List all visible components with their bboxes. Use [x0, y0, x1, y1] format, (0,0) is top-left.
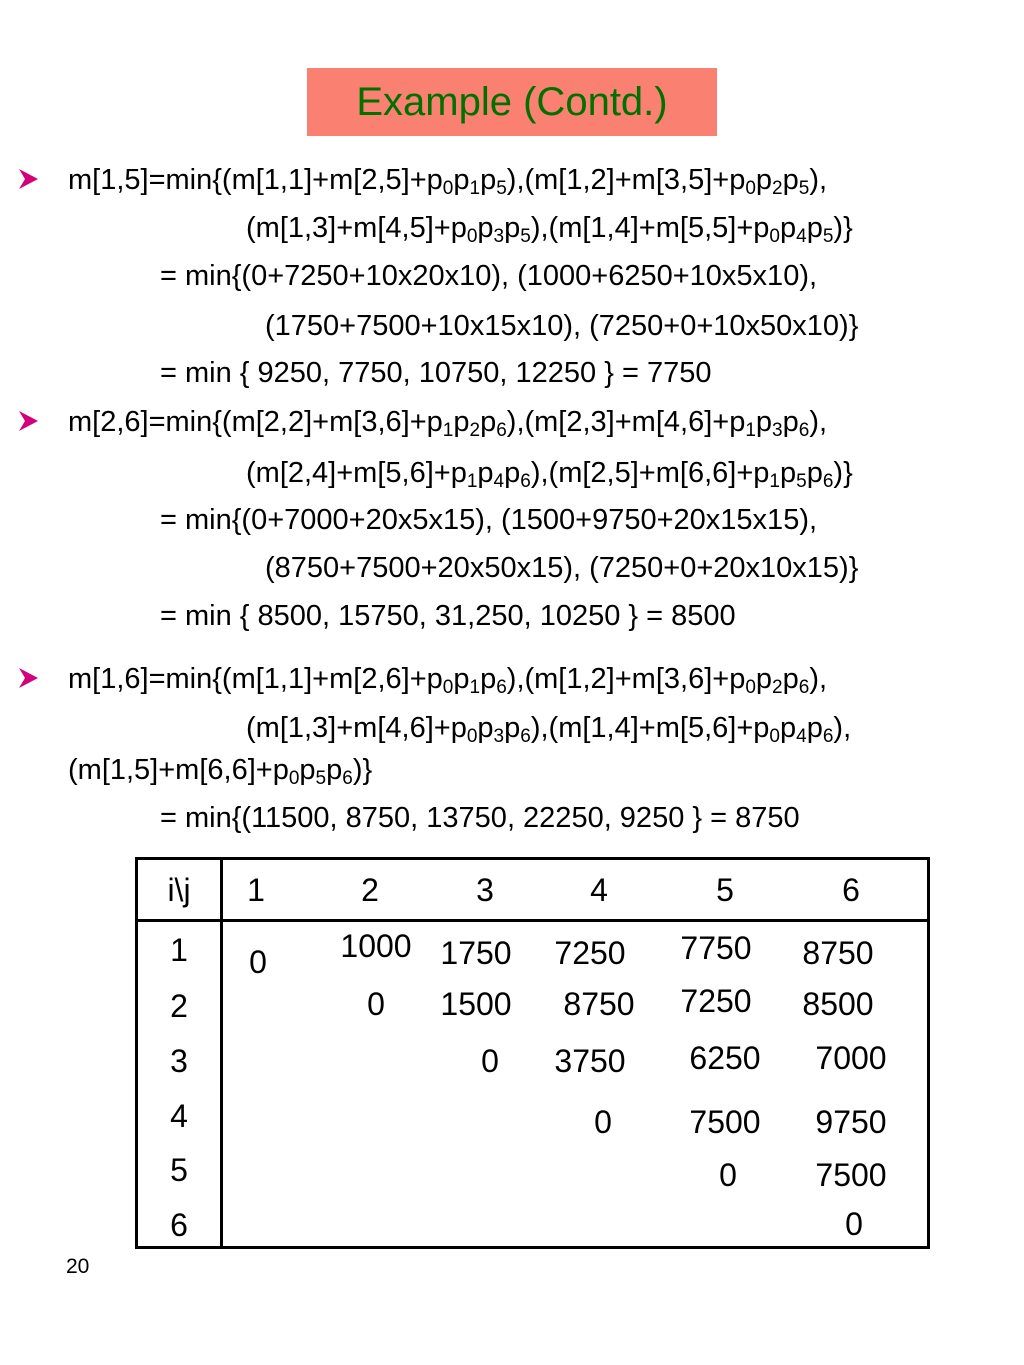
- formula-line: [160, 356, 711, 390]
- table-cell: 8750: [802, 935, 874, 971]
- subscript: 0: [442, 677, 454, 698]
- formula-text: ),: [809, 406, 828, 438]
- subscript: 1: [466, 471, 478, 492]
- subscript: 1: [745, 420, 756, 441]
- table-cell: 7750: [680, 930, 752, 966]
- subscript: 6: [822, 726, 834, 747]
- formula-line: [246, 711, 851, 745]
- formula-text: p: [480, 663, 497, 695]
- subscript: 2: [772, 677, 783, 698]
- formula-text: = min{(11500, 8750, 13750, 22250, 9250 } = 8750: [160, 802, 800, 834]
- formula-text: )}: [833, 457, 853, 489]
- formula-text: p: [779, 457, 797, 489]
- table-cell: 0: [845, 1206, 863, 1242]
- table-cell: 6250: [689, 1040, 761, 1076]
- formula-text: p: [782, 164, 799, 196]
- column-header: 2: [361, 872, 379, 908]
- subscript: 5: [520, 226, 531, 247]
- table-corner-header: i\j: [167, 872, 191, 908]
- table-cell: 0: [594, 1104, 612, 1140]
- subscript: 1: [769, 471, 780, 492]
- formula-text: p: [779, 712, 797, 744]
- arrowhead-bullet-icon: [16, 166, 46, 196]
- formula-line: [160, 259, 817, 293]
- column-header: 4: [590, 872, 608, 908]
- formula-line: [160, 599, 736, 633]
- subscript: 0: [442, 178, 454, 199]
- formula-text: p: [477, 712, 494, 744]
- subscript: 6: [798, 677, 810, 698]
- dp-cost-table: [135, 857, 930, 1249]
- formula-text: = min{(0+7250+10x20x10), (1000+6250+10x5x10),: [160, 260, 818, 292]
- title-box: [307, 68, 717, 136]
- subscript: 5: [496, 178, 507, 199]
- subscript: 6: [822, 471, 834, 492]
- subscript: 0: [769, 726, 780, 747]
- column-header: 6: [842, 872, 860, 908]
- formula-text: p: [806, 212, 823, 244]
- formula-text: p: [755, 663, 773, 695]
- subscript: 6: [798, 420, 810, 441]
- table-cell: 0: [249, 944, 267, 980]
- formula-text: p: [755, 406, 773, 438]
- table-row-header-divider: [220, 860, 223, 1246]
- subscript: 3: [772, 420, 783, 441]
- formula-line: [265, 551, 858, 585]
- subscript: 3: [493, 726, 505, 747]
- table-cell: 0: [719, 1157, 737, 1193]
- table-cell: 8750: [563, 986, 635, 1022]
- subscript: 5: [796, 471, 807, 492]
- formula-text: p: [453, 663, 470, 695]
- formula-text: (8750+7500+20x50x15), (7250+0+20x10x15)}: [265, 552, 859, 584]
- formula-text: m[1,6]=min{(m[1,1]+m[2,6]+p: [68, 663, 443, 695]
- formula-text: ),: [809, 663, 828, 695]
- formula-line: [68, 163, 827, 197]
- formula-text: m[1,5]=min{(m[1,1]+m[2,5]+p: [68, 164, 443, 196]
- formula-text: ),: [809, 164, 828, 196]
- row-header: 3: [170, 1043, 188, 1079]
- formula-text: (m[1,3]+m[4,6]+p: [246, 712, 467, 744]
- subscript: 4: [493, 471, 505, 492]
- arrowhead-bullet-icon: [16, 408, 46, 438]
- formula-text: p: [477, 212, 494, 244]
- formula-text: (m[2,4]+m[5,6]+p: [246, 457, 467, 489]
- table-cell: 9750: [815, 1104, 887, 1140]
- formula-line: [68, 662, 827, 696]
- formula-text: (m[1,3]+m[4,5]+p: [246, 212, 467, 244]
- slide-title: Example (Contd.): [356, 79, 668, 124]
- page-number: 20: [66, 1255, 90, 1278]
- formula-text: p: [453, 164, 470, 196]
- formula-line: [68, 405, 827, 439]
- subscript: 0: [745, 178, 756, 199]
- formula-text: p: [755, 164, 773, 196]
- formula-text: p: [480, 406, 497, 438]
- formula-text: p: [806, 712, 823, 744]
- formula-text: (m[1,5]+m[6,6]+p: [68, 754, 289, 786]
- table-cell: 7500: [689, 1104, 761, 1140]
- formula-text: ),(m[1,2]+m[3,5]+p: [506, 164, 746, 196]
- table-cell: 7000: [815, 1040, 887, 1076]
- table-cell: 0: [481, 1043, 499, 1079]
- subscript: 2: [772, 178, 783, 199]
- table-cell: 1500: [440, 986, 512, 1022]
- formula-text: ),(m[1,4]+m[5,5]+p: [530, 212, 770, 244]
- table-cell: 7250: [680, 983, 752, 1019]
- subscript: 5: [798, 178, 810, 199]
- formula-text: ),(m[1,2]+m[3,6]+p: [506, 663, 746, 695]
- row-header: 5: [170, 1152, 188, 1188]
- subscript: 5: [315, 768, 327, 789]
- formula-line: [160, 801, 800, 835]
- formula-text: = min { 8500, 15750, 31,250, 10250 } = 8500: [160, 600, 736, 632]
- row-header: 2: [170, 988, 188, 1024]
- row-header: 4: [170, 1098, 188, 1134]
- subscript: 6: [520, 471, 531, 492]
- column-header: 5: [716, 872, 734, 908]
- subscript: 2: [469, 420, 481, 441]
- formula-line: [160, 503, 817, 537]
- formula-text: = min{(0+7000+20x5x15), (1500+9750+20x15x15),: [160, 504, 818, 536]
- formula-text: p: [782, 406, 799, 438]
- table-header-divider: [138, 919, 927, 922]
- subscript: 0: [466, 726, 478, 747]
- subscript: 6: [342, 768, 353, 789]
- formula-text: ),(m[2,5]+m[6,6]+p: [530, 457, 770, 489]
- formula-text: = min { 9250, 7750, 10750, 12250 } = 7750: [160, 357, 712, 389]
- formula-line: [68, 753, 372, 787]
- table-cell: 1750: [440, 935, 512, 971]
- formula-text: p: [299, 754, 316, 786]
- subscript: 0: [288, 768, 300, 789]
- formula-text: ),: [833, 712, 852, 744]
- formula-text: ),(m[2,3]+m[4,6]+p: [506, 406, 746, 438]
- table-cell: 8500: [802, 986, 874, 1022]
- subscript: 0: [745, 677, 756, 698]
- formula-text: m[2,6]=min{(m[2,2]+m[3,6]+p: [68, 406, 443, 438]
- formula-text: p: [806, 457, 823, 489]
- subscript: 6: [496, 420, 507, 441]
- formula-text: p: [480, 164, 497, 196]
- formula-text: p: [453, 406, 470, 438]
- row-header: 6: [170, 1207, 188, 1243]
- arrowhead-bullet-icon: [16, 665, 46, 695]
- subscript: 1: [469, 178, 481, 199]
- formula-text: )}: [352, 754, 373, 786]
- subscript: 0: [769, 226, 780, 247]
- table-cell: 0: [367, 986, 385, 1022]
- subscript: 3: [493, 226, 505, 247]
- subscript: 5: [822, 226, 834, 247]
- formula-text: p: [477, 457, 494, 489]
- column-header: 3: [476, 872, 494, 908]
- table-cell: 7250: [554, 935, 626, 971]
- formula-line: [265, 309, 858, 343]
- table-cell: 3750: [554, 1043, 626, 1079]
- formula-text: p: [782, 663, 799, 695]
- subscript: 1: [469, 677, 481, 698]
- formula-text: )}: [833, 212, 853, 244]
- formula-text: ),(m[1,4]+m[5,6]+p: [530, 712, 770, 744]
- formula-text: (1750+7500+10x15x10), (7250+0+10x50x10)}: [265, 310, 859, 342]
- formula-text: p: [504, 712, 521, 744]
- formula-text: p: [779, 212, 797, 244]
- formula-line: [246, 456, 853, 490]
- formula-text: p: [504, 457, 521, 489]
- subscript: 4: [796, 226, 807, 247]
- subscript: 4: [796, 726, 807, 747]
- table-cell: 1000: [340, 928, 412, 964]
- column-header: 1: [247, 872, 265, 908]
- subscript: 6: [496, 677, 507, 698]
- subscript: 0: [466, 226, 478, 247]
- row-header: 1: [170, 932, 188, 968]
- subscript: 1: [442, 420, 454, 441]
- subscript: 6: [520, 726, 531, 747]
- table-cell: 7500: [815, 1157, 887, 1193]
- formula-line: [246, 211, 853, 245]
- formula-text: p: [504, 212, 521, 244]
- formula-text: p: [326, 754, 343, 786]
